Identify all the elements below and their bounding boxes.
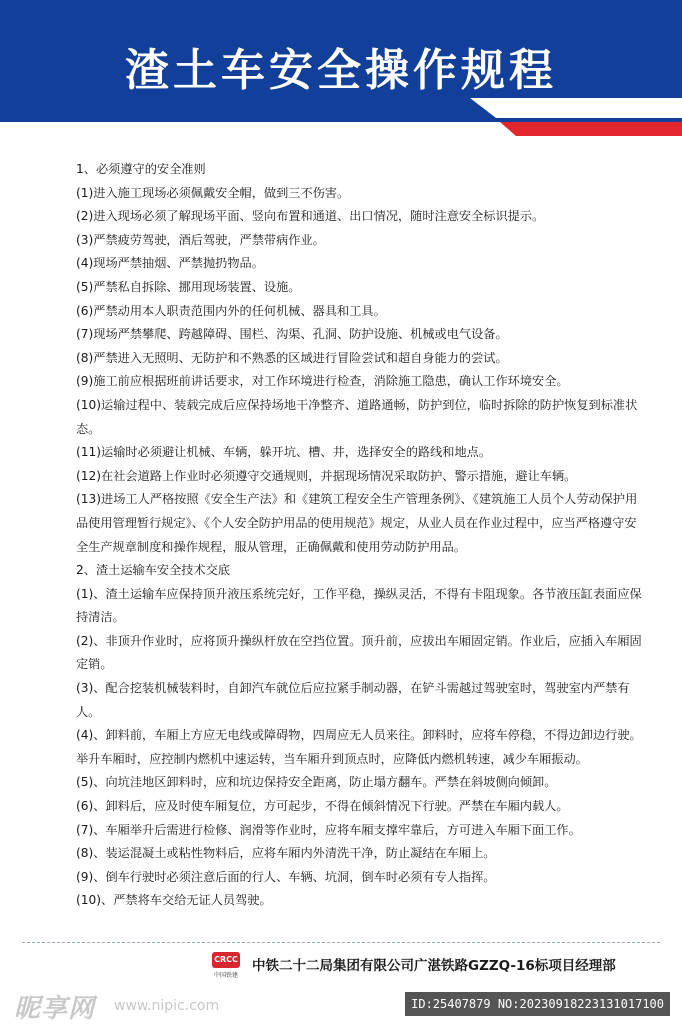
rule-item: (9)、倒车行驶时必须注意后面的行人、车辆、坑洞，倒车时必须有专人指挥。 — [76, 869, 496, 884]
section-1-title: 1、必须遵守的安全准则 — [76, 162, 206, 176]
rule-item: (6)严禁动用本人职责范围内外的任何机械、器具和工具。 — [76, 303, 386, 318]
rule-item: (4)现场严禁抽烟、严禁抛扔物品。 — [76, 256, 264, 271]
rule-item: (3)、配合挖装机械装料时，自卸汽车就位后应拉紧手制动器，在铲斗需越过驾驶室时，驾驶室内严禁有人。 — [76, 681, 630, 719]
rule-item: (11)运输时必须避让机械、车辆，躲开坑、槽、井，选择安全的路线和地点。 — [76, 445, 492, 460]
stripe-red — [486, 122, 682, 136]
rule-item: (10)运输过程中、装载完成后应保持场地干净整齐、道路通畅，防护到位，临时拆除的防护恢复到标准状态。 — [76, 397, 638, 436]
rule-item: (2)、非顶升作业时，应将顶升操纵杆放在空挡位置。顶升前，应拔出车厢固定销。作业后，应插入车厢固定销。 — [76, 633, 642, 672]
rule-item: (1)进入施工现场必须佩戴安全帽，做到三不伤害。 — [76, 185, 350, 200]
rule-item: (3)严禁疲劳驾驶，酒后驾驶，严禁带病作业。 — [76, 232, 325, 247]
stripe-white — [470, 98, 682, 118]
rule-item: (1)、渣土运输车应保持顶升液压系统完好，工作平稳，操纵灵活，不得有卡阻现象。各节液压缸表面应保持清洁。 — [76, 586, 642, 625]
stripe-blue — [0, 98, 500, 122]
rule-item: (8)严禁进入无照明、无防护和不熟悉的区域进行冒险尝试和超自身能力的尝试。 — [76, 350, 508, 365]
footer-divider — [22, 942, 660, 943]
rule-item: (6)、卸料后，应及时使车厢复位，方可起步，不得在倾斜情况下行驶。严禁在车厢内载人。 — [76, 799, 569, 814]
rule-item: (4)、卸料前，车厢上方应无电线或障碍物，四周应无人员来往。卸料时，应将车停稳，不得边卸边行驶。举升车厢时，应控制内燃机中速运转，当车厢升到顶点时，应降低内燃机转速，减少车厢振动。 — [76, 728, 642, 766]
rule-item: (10)、严禁将车交给无证人员驾驶。 — [76, 893, 272, 908]
rule-item: (7)现场严禁攀爬、跨越障碍、围栏、沟渠、孔洞、防护设施、机械或电气设备。 — [76, 327, 508, 342]
watermark-id: ID:25407879 NO:20230918223131017100 — [405, 992, 670, 1016]
footer — [206, 950, 666, 984]
watermark-bar — [0, 984, 682, 1024]
rule-item: (12)在社会道路上作业时必须遵守交通规则，并据现场情况采取防护、警示措施，避让车辆。 — [76, 468, 577, 483]
rule-item: (8)、装运混凝土或粘性物料后，应将车厢内外清洗干净，防止凝结在车厢上。 — [76, 846, 496, 861]
rule-item: (5)严禁私自拆除、挪用现场装置、设施。 — [76, 279, 301, 294]
page-title: 渣土车安全操作规程 — [125, 45, 557, 96]
crcc-logo — [206, 952, 246, 982]
rule-item: (2)进入现场必须了解现场平面、竖向布置和通道、出口情况，随时注意安全标识提示。 — [76, 209, 545, 224]
stripe-base — [0, 122, 516, 136]
company-name: 中铁二十二局集团有限公司广湛铁路GZZQ-16标项目经理部 — [252, 958, 616, 974]
crcc-logo-text: 中国铁建 — [213, 972, 238, 979]
rule-item: (5)、向坑洼地区卸料时，应和坑边保持安全距离，防止塌方翻车。严禁在斜坡侧向倾卸。 — [76, 775, 557, 790]
crcc-logo-mark: CRCC — [212, 952, 240, 968]
watermark-logo: 昵享网 — [14, 994, 96, 1024]
rule-item: (13)进场工人严格按照《安全生产法》和《建筑工程安全生产管理条例》、《建筑施工人员个人劳动保护用品使用管理暂行规定》、《个人安全防护用品的使用规范》规定，从业人员在作业过程中，应当严格遵守安全生产规章制度和操作规程，服从管理，正确佩戴和使用劳动防护用品。 — [76, 492, 638, 554]
rule-item: (7)、车厢举升后需进行检修、润滑等作业时，应将车厢支撑牢靠后，方可进入车厢下面工作。 — [76, 822, 581, 837]
watermark-url: www.nipic.com — [114, 998, 220, 1014]
header-stripe — [0, 98, 682, 140]
section-2-title: 2、渣土运输车安全技术交底 — [76, 563, 231, 578]
rules-content — [76, 158, 642, 913]
rule-item: (9)施工前应根据班前讲话要求，对工作环境进行检查，消除施工隐患，确认工作环境安全。 — [76, 374, 569, 389]
